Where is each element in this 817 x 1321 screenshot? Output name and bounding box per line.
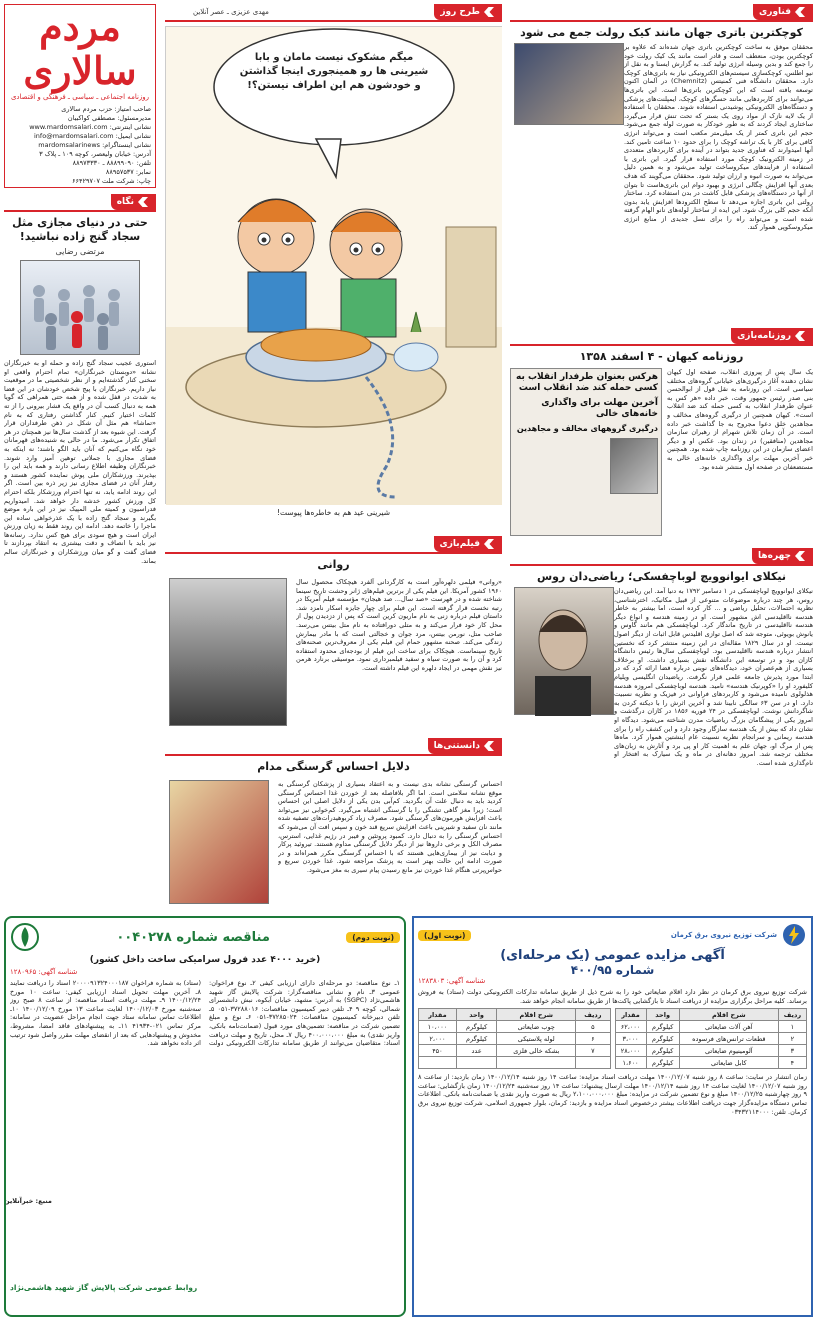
table-cell: ۷ (576, 1045, 610, 1057)
section-header (165, 536, 502, 554)
section-header (510, 328, 813, 346)
table-cell: ۱۰،۰۰۰ (419, 1021, 457, 1033)
scientists-photo (514, 43, 624, 125)
chevron-icon (484, 741, 494, 751)
table-cell: کابل ضایعاتی (679, 1057, 778, 1069)
ad-body: زمان انتشار در سایت: ساعت ۸ روز شنبه ۱۴۰۰/۱۲/۰۷ مهلت دریافت اسناد مزایده: ساعت ۱۴ روز شنبه ۱۴۰۰/۱۲/۱۴ زمان بازدید: از ساعت ۸ روز شنبه ۱۴۰۰/۱۲/۰۷ لغایت ساعت ۱۴ روز شنبه ۱۴۰۰/۱۲/۱۴ مهلت ارسال پیشنهاد: ساعت ۱۴ روز سه‌شنبه ۱۴۰۰/۱۲/۲۴ زمان بازگشایی: ساعت ۹ روز چهارشنبه ۱۴۰۰/۱۲/۲۵ مبلغ و نوع تضمین شرکت در مزایده: مبلغ ۲،۱۰۰،۰۰۰،۰۰۰ ریال به صورت واریز نقدی یا ضمانت‌نامه بانکی. اطلاعات تماس دستگاه مزایده‌گزار جهت دریافت اطلاعات بیشتر درخصوص اسناد مزایده و بازدید: کرمان، بلوار جمهوری اسلامی، شرکت توزیع نیروی برق کرمان. تلفن: ۰۳۴۳۲۱۱۴۰۰۰ (418, 1073, 807, 1116)
section-tag: روزنامه‌بازی (737, 331, 791, 341)
article-title[interactable]: روانی (317, 558, 350, 571)
filmbazi-section (165, 536, 502, 732)
people-icon (19, 261, 139, 356)
items-table-left (418, 1008, 611, 1069)
ad-footer: روابط عمومی شرکت پالایش گاز شهید هاشمی‌نژاد (10, 1283, 198, 1292)
newspaper-logo[interactable]: مردم سالاری (23, 4, 137, 93)
roozname-section (510, 328, 813, 542)
ad-shenase: شناسه آگهی: ۱۲۸۰۹۶۵ (10, 968, 78, 976)
table-cell: ۲،۰۰۰ (419, 1033, 457, 1045)
section-tag: فیلم‌بازی (439, 539, 480, 549)
table-row (615, 1021, 807, 1033)
article-body: «روانی» فیلمی دلهره‌آور است به کارگردانی آلفرد هیچکاک محصول سال ۱۹۶۰ کشور آمریکا. این فیلم یکی از برترین فیلم‌های ژانر وحشت تاریخ سینما شناخته شده و در فهرست «صد سال... صد هیجان» مؤسسه فیلم آمریکا در رتبه نخست قرار گرفته است. این فیلم برای چهار جایزه اسکار نامزد شد. داستان فیلم درباره زنی به نام ماریون کرین است که پس از دزدیدن پول از محل کار خود فرار می‌کند و به متلی دورافتاده به نام متل بیتس می‌رسد. صاحب متل، نورمن بیتس، مرد جوان و خجالتی است که با مادر بیمارش زندگی می‌کند. صحنه مشهور حمام این فیلم یکی از معروف‌ترین صحنه‌های تاریخ سینماست. هیچکاک برای ساخت این فیلم از بودجه‌ای محدود استفاده کرد و آن را به صورت سیاه و سفید فیلمبرداری نمود. موسیقی برنارد هرمن نیز نقش مهمی در ایجاد دلهره این فیلم داشته است. (296, 578, 502, 672)
people-figures-image (20, 260, 140, 355)
section-header (510, 548, 813, 566)
article-body: استوری عجیب سجاد گنج زاده و حمله او به خبرنگاران نشانه «دوبستان خبرنگاران» تمام احترام واقعی او سخنی کنار گذشته‌ایم و از نظر شخصیتی ما در موقعیت نیاز داریم. خبرنگاران با پیج شخص خودشان در این فضا به شدت در قفل شده و از همه حتی همراهی که گویا همه به دنبال کسب آن در واقع یک فشار بیرونی را از ته کلمات اختیار کنیم. کنار گذاشتن رفتاری که به نام «تماشا» هم مثل آن شکل در ذهن طرفداران قرار گرفت. این شیوه بعد از گذشت سال‌ها نیز همچنان در هر اتفاق تکرار می‌شود. ما در حالی به شنیده‌های قهرمانان خود نگاه می‌کنیم که آنان باید الگو باشند؛ نه اینکه به فضای مجازی با جملاتی توهین آمیز وارد شوند. خبرنگاران وظیفه اطلاع رسانی دارند و همه باید این را بپذیرند. ورزشکاران ملی پوش نماینده کشور هستند و رفتار آنان در فضای مجازی نیز زیر ذره بین است. اگر این روند ادامه یابد، نه تنها احترام ورزشکار بلکه احترام کل ورزش کشور خدشه دار خواهد شد. امیدواریم فدراسیون و کمیته ملی المپیک نیز در این باره موضع بگیرند و سجاد گنج زاده با یک عذرخواهی ساده این ماجرا را خاتمه دهد. ادامه این روند فقط به زیان ورزش ایران است و هیچ سودی برای هیچ کس ندارد. رسانه‌ها نیز باید با انصاف و دقت بیشتری به انتقاد بپردازند تا فضای گفت و گو میان ورزشکاران و خبرنگاران سالم بماند. (4, 359, 156, 565)
chevron-icon (484, 7, 494, 17)
danestani-section (165, 738, 502, 910)
eating-man-photo (169, 780, 269, 904)
table-cell: کیلوگرم (646, 1021, 679, 1033)
ad-title[interactable]: آگهی مزایده عمومی (یک مرحله‌ای) (500, 948, 725, 963)
table-header-cell: شرح اقلام (497, 1009, 576, 1021)
table-cell: ۴۵۰ (419, 1045, 457, 1057)
chevron-icon (795, 331, 805, 341)
masthead-line: صاحب امتیاز: حزب مردم سالاری (61, 105, 151, 113)
article-title[interactable]: کوچکترین باتری جهان مانند کیک رولت جمع می شود (520, 26, 803, 39)
masthead-line: چاپ: شرکت ملت ۶۶۴۲۹۷۰۷ (72, 177, 151, 185)
table-header-cell: ردیف (576, 1009, 610, 1021)
section-tag: نگاه (116, 197, 134, 207)
table-row (615, 1057, 807, 1069)
table-cell: ۵ (576, 1021, 610, 1033)
table-header-cell: واحد (456, 1009, 497, 1021)
section-tag: فناوری (759, 7, 791, 17)
masthead-line: نمابر: ۸۸۹۵۷۵۳۷ (105, 168, 151, 176)
article-body: یک سال پس از پیروزی انقلاب، صفحه اول کیهان نشان دهنده آغاز درگیری‌های خیابانی گروه‌های مختلف سیاسی است. این روزنامه به نقل قول از ابوالحسن بنی صدر رئیس جمهور وقت، خبر داده «هر کس به عنوان طرفدار انقلاب به کسی حمله کند ضد انقلاب است». کیهان همچنین از درگیری گروه‌های مخالف و مجاهدین خلق دعوا مجروح به جا گذاشت خبر داده است. در آن زمان تلاش شهرام از رهبران سازمان مجاهدین (منافقین) در زندان بود. عکس او و دیگر اعضای سازمان در این روزنامه چاپ شده بود. همچنین خبر آخرین مهلت برای واگذاری خانه‌های خالی به مستضعفان در صفحه اول منتشر شده بود. (667, 368, 813, 471)
old-headline-2: آخرین مهلت برای واگذاری خانه‌های خالی (541, 398, 658, 419)
masthead (4, 4, 156, 188)
chehreha-section (510, 548, 813, 910)
chevron-icon (138, 197, 148, 207)
auction-ad (412, 916, 813, 1317)
masthead-line: تلفن: ۸۸۸۹۹۰۹۰ ـ ۸۸۹۷۳۳۳۰ (72, 159, 151, 167)
article-body: احساس گرسنگی نشانه بدی نیست و به اعتقاد بسیاری از پزشکان گرسنگی به موقع نشانه سلامتی است. اما اگر بلافاصله بعد از خوردن غذا احساس گرسنگی کردید باید به دنبال علت آن بگردید. کم‌آبی بدن یکی از دلایل اصلی این احساس است؛ زیرا مغز گاهی تشنگی را با گرسنگی اشتباه می‌گیرد. کم‌خوابی نیز می‌تواند باعث افزایش هورمون‌های گرسنگی شود. مصرف زیاد کربوهیدرات‌های تصفیه شده مانند نان سفید و شیرینی باعث افزایش سریع قند خون و سپس افت آن می‌شود که احساس گرسنگی را به دنبال دارد. کمبود پروتئین و فیبر در رژیم غذایی، استرس، مصرف الکل و برخی داروها نیز از دیگر دلایل گرسنگی مداوم هستند. تیروئید پرکار و دیابت نیز از بیماری‌هایی هستند که با احساس گرسنگی مکرر همراه‌اند و در صورت ادامه این حالت بهتر است به پزشک مراجعه شود. غذا خوردن سریع و حواس‌پرتی هنگام غذا خوردن نیز مانع رسیدن پیام سیری به مغز می‌شود. (278, 780, 502, 874)
table-cell: عدد (456, 1045, 497, 1057)
ad-shenase: شناسه آگهی: ۱۲۸۳۸۰۳ (418, 977, 486, 985)
table-cell: ۱ (778, 1021, 806, 1033)
table-row (419, 1057, 611, 1069)
ad-title[interactable]: مناقصه شماره ۰۰۴۰۲۷۸ (116, 929, 270, 945)
cartoon-caption: شیرینی عید هم به خاطره‌ها پیوست! (276, 508, 391, 517)
table-cell: ۳ (778, 1045, 806, 1057)
article-title[interactable]: نیکلای ایوانوویچ لوباچفسکی؛ ریاضی‌دان روس (536, 570, 786, 583)
fanavari-section (510, 4, 813, 322)
table-row (419, 1045, 611, 1057)
ad-intro: شرکت توزیع نیروی برق کرمان در نظر دارد اقلام ضایعاتی خود را به شرح ذیل از طریق سامانه تدارکات الکترونیکی دولت (ستاد) به فروش برساند. کلیه مراحل برگزاری مزایده از دریافت اسناد تا بازگشایی پاکت‌ها از طریق سامانه انجام خواهد شد. (418, 988, 807, 1005)
ad-subtitle: (خرید ۴۰۰۰ عدد فرول سرامیکی ساخت داخل کشور) (89, 955, 321, 965)
table-cell (576, 1057, 610, 1069)
table-row (615, 1033, 807, 1045)
table-cell: ۴ (778, 1057, 806, 1069)
chevron-icon (795, 7, 805, 17)
table-cell: آلومینیوم ضایعاتی (679, 1045, 778, 1057)
speech-bubble-text: میگم مشکوک نیست مامان و بابا شیرینی ها رو همینجوری اینجا گذاشتن و خودشون هم این اطراف نیستن؟! (239, 52, 429, 91)
table-cell (419, 1057, 457, 1069)
table-cell: آهن آلات ضایعاتی (679, 1021, 778, 1033)
tarh-rooz-section (165, 4, 502, 526)
article-author: مرتضی رضایی (55, 247, 105, 256)
portrait-photo (514, 587, 614, 715)
article-body: محققان موفق به ساخت کوچکترین باتری جهان شده‌اند که علاوه بر کوچکترین بودن، منعطف است و قادر است مانند یک کیک رولت خود را جمع کند و بدین وسیله انرژی تولید کند. به گزارش ایسنا و به نقل از نیو اطلس، کوچکسازی سیستم‌های الکترونیکی نیاز به باتری‌های کوچک دارد. محققان دانشگاه فنی کمنیتس (Chemnitz) در آلمان اکنون توسعه یافته است که این کوچکترین باتری‌ها است. این باتری‌ها می‌توانند برای کاربردهایی مانند حسگرهای کوچک، ایمپلنت‌های پزشکی و دستگاه‌های الکترونیکی پوشیدنی استفاده شوند. محققان با استفاده از یک لایه نازک از مواد روی یک بستر که تحت تنش قرار می‌گیرد، ساختاری ایجاد کردند که به طور خودکار به صورت لوله جمع می‌شود. حجم این باتری کمتر از یک میلی‌متر مکعب است و می‌تواند انرژی کافی برای کار با یک تراشه کوچک را برای حدود ۱۰ ساعت تامین کند. آنها امیدوارند که فناوری جدید بتواند در آینده برای کاربردهای متعددی در زمینه الکترونیک کوچک مورد استفاده قرار گیرد. این باتری با استفاده از فرایندهای میکروساخت تولید می‌شود و به همین دلیل می‌تواند به صورت انبوه و ارزان تولید شود. محققان می‌گویند که هدف بعدی آنها افزایش چگالی انرژی و بهبود دوام این باتری‌هاست تا بتوان از آنها در دستگاه‌های پزشکی قابل کاشت در بدن استفاده کرد. ساختار رولتی این باتری اجازه می‌دهد تا سطح الکترودها افزایش یابد بدون آنکه حجم کلی بزرگ شود. این ایده از ساختار لوله‌های نانو الهام گرفته شده است و می‌تواند راه را برای نسل جدیدی از منابع انرژی میکروسکوپی هموار کند. (624, 43, 813, 232)
masthead-line[interactable]: نشانی اینترنتی: www.mardomsalari.com (29, 123, 151, 131)
masthead-line[interactable]: نشانی ایمیل: info@mardomsalari.com (34, 132, 151, 140)
cartoon-image (165, 26, 502, 504)
table-cell: ۳،۰۰۰ (615, 1033, 646, 1045)
ad-body: ۱ـ نوع مناقصه: دو مرحله‌ای دارای ارزیابی کیفی ۲ـ نوع فراخوان: عمومی ۳ـ نام و نشانی مناقصه‌گزار: شرکت پالایش گاز شهید هاشمی‌نژاد (SGPC) به آدرس: مشهد، خیابان آبکوه، نبش دانشسرای شمالی، کوچه ۹ ۴ـ تلفن دبیر کمیسیون مناقصات: ۳۷۲۸۸۰۱۶-۰۵۱ ۵ـ تلفن دبیرخانه کمیسیون مناقصات: ۳۷۲۸۵۰۲۴-۰۵۱ ۶ـ نوع و مبلغ تضمین شرکت در مناقصه: تضمین‌های مورد قبول (ضمانت‌نامه بانکی، واریز نقدی) به مبلغ ۴۰۰،۰۰۰،۰۰۰ ریال ۷ـ محل، تاریخ و مهلت دریافت اسناد: متقاضیان می‌توانند از طریق سامانه تدارکات الکترونیکی دولت (ستاد) به شماره فراخوان ۲۰۰۰۰۹۱۳۲۴۰۰۰۱۸۷ اسناد را دریافت نمایند ۸ـ آخرین مهلت تحویل اسناد ارزیابی کیفی: ساعت ۱۰ مورخ ۱۴۰۰/۱۲/۲۴ ۹ـ مهلت دریافت اسناد مناقصه: از ساعت ۸ صبح روز سه‌شنبه مورخ ۱۴۰۰/۱۲/۰۳ لغایت ساعت ۱۳ مورخ ۱۴۰۰/۱۲/۰۹ ۱۰ـ اطلاعات تماس سامانه ستاد جهت انجام مراحل عضویت در سامانه: مرکز تماس ۰۲۱-۴۱۹۳۴ ۱۱ـ به پیشنهادهای فاقد امضا، مشروط، مخدوش و پیشنهادهایی که بعد از انقضای مهلت مقرر واصل شود ترتیب اثر داده نخواهد شد. (10, 979, 400, 1048)
table-cell: کیلوگرم (646, 1057, 679, 1069)
chevron-icon (484, 539, 494, 549)
old-headline-3: درگیری گروههای مخالف و مجاهدین (516, 424, 658, 433)
portrait-icon (513, 588, 613, 716)
masthead-line: مدیرمسئول: مصطفی کواکبیان (67, 114, 151, 122)
section-tag: چهره‌ها (758, 551, 791, 561)
masthead-line: آدرس: خیابان ولیعصر، کوچه ۱۰۹ ـ پلاک ۳ (39, 150, 151, 158)
table-cell: بشکه خالی فلزی (497, 1045, 576, 1057)
table-row (419, 1021, 611, 1033)
film-still-photo (169, 578, 287, 726)
ad-company: شرکت توزیع نیروی برق کرمان (670, 931, 777, 939)
tender-ad (4, 916, 406, 1317)
ad-badge: (نوبت دوم) (346, 932, 400, 943)
section-header (165, 738, 502, 756)
table-cell: لوله پلاستیکی (497, 1033, 576, 1045)
table-header-cell: واحد (646, 1009, 679, 1021)
table-cell: کیلوگرم (456, 1033, 497, 1045)
table-cell: ۲ (778, 1033, 806, 1045)
ad-badge: (نوبت اول) (418, 930, 471, 941)
table-cell: کیلوگرم (456, 1021, 497, 1033)
article-title[interactable]: دلایل احساس گرسنگی مدام (257, 760, 410, 773)
old-newspaper-image (510, 368, 662, 536)
ad-subtitle: شماره ۴۰۰/۹۵ (570, 963, 655, 977)
article-title[interactable]: حتی در دنیای مجازی مثل سجاد گنج زاده نباشید! (12, 216, 148, 243)
section-tag: دانستنی‌ها (433, 741, 480, 751)
old-newspaper-photo (610, 438, 658, 494)
table-cell: کیلوگرم (646, 1045, 679, 1057)
masthead-line[interactable]: نشانی اینستاگرام: mardomsalarinews (38, 141, 151, 149)
table-cell: کیلوگرم (646, 1033, 679, 1045)
table-header-cell: ردیف (778, 1009, 806, 1021)
section-tag: طرح روز (440, 7, 480, 17)
table-cell: ۱،۶۰۰ (615, 1057, 646, 1069)
section-header (165, 4, 502, 22)
table-header-cell: شرح اقلام (679, 1009, 778, 1021)
table-header-cell: مقدار (615, 1009, 646, 1021)
masthead-tagline: روزنامه اجتماعی ـ سیاسی ـ فرهنگی و اقتصادی (10, 93, 150, 101)
article-body: نیکلای ایوانوویچ لوباچفسکی در ۱ دسامبر ۱۷۹۲ به دنیا آمد. این ریاضی‌دان روس، هر چند درباره موضوعات متنوعی از قبیل مکانیک، اخترشناسی، نظریه احتمالات، تحلیل ریاضی و ... کار کرده است، اما بیشتر به خاطر هندسه نااقلیدسی اش مشهور است. او در زمینه هندسه و انواع دیگر هندسه نااقلیدسی در تاریخ ماندگار کرد. لوباچفسکی هم مانند گاوس و یانوش بویوئی، متوجه شد که اصل توازی اقلیدس قابل اثبات از دیگر اصول نیست. او در سال ۱۸۲۹ مقاله‌ای در این زمینه منتشر کرد که نخستین انتشار درباره هندسه نااقلیدسی بود. لوباچفسکی سال‌ها رئیس دانشگاه کازان بود و در توسعه این دانشگاه نقش بسیاری داشت. او برخلاف بسیاری از هم‌عصران خود، دیدگاه‌های نوینی درباره فضا ارائه کرد که در ابتدا مورد پذیرش جامعه علمی قرار نگرفت. ریاضیدان انگلیسی ویلیام کلیفورد او را «کوپرنیک هندسه» نامید. هندسه لوباچفسکی امروزه هندسه هذلولوی نامیده می‌شود و کاربردهای فراوانی در فیزیک و نظریه نسبیت دارد. او در سن ۶۳ سالگی نابینا شد و آخرین اثرش را با دیکته کردن به شاگردانش نوشت. لوباچفسکی در ۲۴ فوریه ۱۸۵۶ در کازان درگذشت و امروز یکی از پیشگامان بزرگ ریاضیات مدرن شناخته می‌شود. دیدگاه او نشان داد که بیش از یک هندسه سازگار وجود دارد و این کشف راه را برای هندسه ریمانی و سرانجام نظریه نسبیت عام اینشتین هموار کرد. ماه‌ها پس از مرگ او، جهان علم به اهمیت کار او پی برد و آثارش به زبان‌های مختلف ترجمه شد. امروز دهانه‌ای در ماه و یک سیارک به افتخار او نام‌گذاری شده است. (614, 587, 813, 767)
electric-company-logo-icon (781, 922, 807, 948)
table-cell (497, 1057, 576, 1069)
table-header-cell: مقدار (419, 1009, 457, 1021)
table-cell: ۲۸،۰۰۰ (615, 1045, 646, 1057)
table-row (615, 1045, 807, 1057)
article-title[interactable]: روزنامه کیهان - ۴ اسفند ۱۳۵۸ (579, 350, 744, 363)
article-source: منبع: خبرآنلاین (4, 1197, 52, 1205)
table-cell: ۶ (576, 1033, 610, 1045)
old-headline-1: هرکس بعنوان طرفدار انقلاب به کسی حمله کند ضد انقلاب است (516, 372, 658, 393)
artist-credit: مهدی عزیزی ـ عصر آنلاین (193, 8, 269, 16)
section-header (4, 194, 156, 212)
table-row (419, 1033, 611, 1045)
table-cell: قطعات ترانس‌های فرسوده (679, 1033, 778, 1045)
items-table-right (615, 1008, 808, 1069)
chevron-icon (795, 551, 805, 561)
table-cell: چوب ضایعاتی (497, 1021, 576, 1033)
gas-company-logo-icon (10, 922, 40, 952)
section-header (510, 4, 813, 22)
table-cell: ۶۲،۰۰۰ (615, 1021, 646, 1033)
table-cell (456, 1057, 497, 1069)
